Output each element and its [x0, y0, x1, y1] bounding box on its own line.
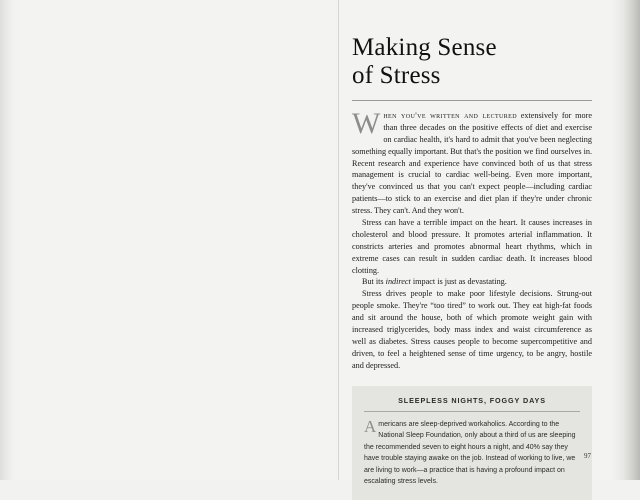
sidebar-heading: SLEEPLESS NIGHTS, FOGGY DAYS — [398, 395, 546, 405]
paragraph-3-emphasis: indirect — [385, 277, 411, 287]
paragraph-1-text: extensively for more than three decades on the positive effects of diet and exercise on cardiac health, it's hard to admit that you've been neglecting something equally important. But that's the position we find ourselves in. Recent research and experience have convinced both of us that stress management is crucial to cardiac well-being. Even more important, they've convinced us that you can't expect people—including cardiac patients—to stick to an exercise and diet plan if they're under chronic stress. They can't. And they won't. — [352, 111, 592, 216]
article-content — [352, 34, 592, 500]
sidebar-text — [364, 416, 580, 488]
page-fold — [338, 0, 339, 480]
paragraph-1 — [352, 107, 592, 217]
sidebar-box — [352, 386, 592, 500]
title-divider — [352, 100, 592, 101]
drop-cap: W — [352, 107, 381, 140]
page-title-line-1: Making Sense — [352, 34, 497, 61]
paragraph-3-part-a: But its — [362, 277, 386, 287]
page-left-edge — [0, 0, 14, 480]
sidebar-drop-cap: A — [364, 416, 377, 436]
page-number: 97 — [584, 452, 591, 460]
paragraph-3 — [352, 276, 592, 288]
paragraph-3-part-b: impact is just as devastating. — [410, 277, 507, 287]
sidebar-body-text: mericans are sleep-deprived workaholics. According to the National Sleep Foundation, only about a third of us are sleeping the recommended seven to eight hours a night, and 40% say they have trouble staying awake on the job. Instead of working to live, we are living to work—a practice that is having a profound impact on escalating stress levels. — [364, 420, 576, 486]
paragraph-2: Stress can have a terrible impact on the heart. It causes increases in cholesterol and blood pressure. It promotes arterial inflammation. It constricts arteries and promotes abnormal heart rhythms, which in extreme cases can result in sudden cardiac death. It increases blood clotting. — [352, 218, 592, 275]
page-title — [352, 34, 592, 90]
page-spine-shadow — [612, 0, 640, 480]
opening-small-caps: hen you've written and lectured — [383, 111, 517, 120]
paragraph-4: Stress drives people to make poor lifestyle decisions. Strung-out people smoke. They're “too tired” to work out. They eat high-fat foods and sit around the house, both of which promote weight gain with increased triglycerides, body mass index and waist circumference as well as diabetes. Stress causes people to become supercompetitive and driven, to feel a heightened sense of time urgency, to be angry, hostile and depressed. — [352, 289, 592, 370]
page-title-line-2: of Stress — [352, 62, 441, 89]
sidebar-divider — [364, 411, 580, 412]
